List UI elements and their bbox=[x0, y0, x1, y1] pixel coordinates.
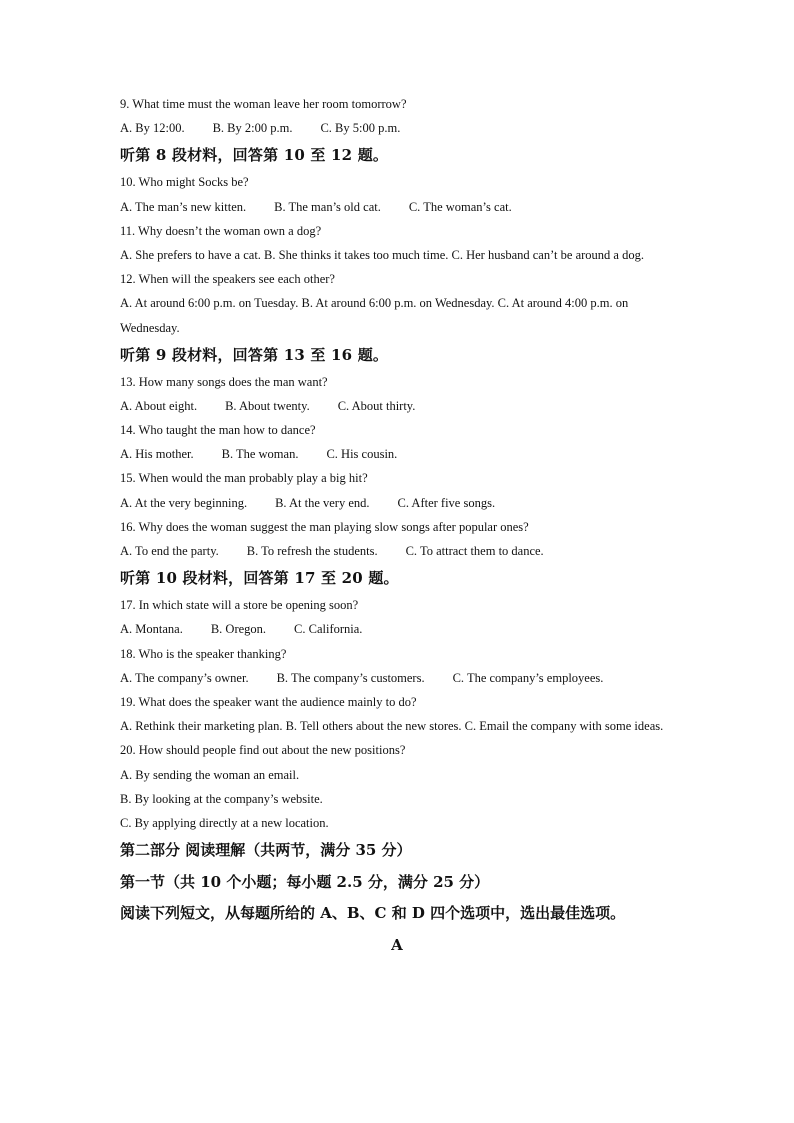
answer-option: C. The company’s employees. bbox=[452, 670, 604, 685]
exam-page bbox=[120, 92, 680, 961]
answer-options: A. She prefers to have a cat. B. She thinks it takes too much time. C. Her husband can’t be around a dog. bbox=[120, 247, 644, 262]
answer-option: B. The company’s customers. bbox=[276, 670, 425, 685]
answer-option: A. The man’s new kitten. bbox=[120, 199, 247, 214]
part-heading: 阅读下列短文，从每题所给的 A、B、C 和 D 四个选项中，选出最佳选项。 bbox=[120, 904, 626, 923]
section-heading: 听第 8 段材料，回答第 10 至 12 题。 bbox=[120, 146, 389, 165]
answer-options bbox=[120, 394, 680, 418]
question-text: 14. Who taught the man how to dance? bbox=[120, 423, 316, 438]
answer-option: A. Montana. bbox=[120, 622, 183, 637]
answer-option: C. By 5:00 p.m. bbox=[320, 121, 401, 136]
answer-option: B. The man’s old cat. bbox=[274, 199, 381, 214]
answer-option: C. His cousin. bbox=[326, 447, 398, 462]
question-text: 9. What time must the woman leave her room tomorrow? bbox=[120, 97, 407, 111]
answer-options bbox=[120, 195, 680, 219]
answer-option: B. By 2:00 p.m. bbox=[212, 121, 293, 136]
answer-option: A. To end the party. bbox=[120, 544, 219, 559]
answer-option: B. At the very end. bbox=[275, 495, 370, 510]
answer-option: B. To refresh the students. bbox=[246, 544, 378, 559]
question-text: 20. How should people find out about the new positions? bbox=[120, 743, 406, 758]
section-heading: 听第 10 段材料，回答第 17 至 20 题。 bbox=[120, 569, 399, 588]
answer-option: A. His mother. bbox=[120, 447, 194, 462]
answer-option: A. The company’s owner. bbox=[120, 670, 249, 685]
question-text: 16. Why does the woman suggest the man playing slow songs after popular ones? bbox=[120, 519, 529, 534]
answer-options: A. Rethink their marketing plan. B. Tell others about the new stores. C. Email the company with some ideas. bbox=[120, 719, 664, 734]
question-text: 10. Who might Socks be? bbox=[120, 175, 249, 190]
answer-option: C. The woman’s cat. bbox=[408, 199, 512, 214]
answer-option: A. About eight. bbox=[120, 398, 198, 413]
part-heading: 第一节（共 10 个小题；每小题 2.5 分，满分 25 分） bbox=[120, 872, 490, 891]
section-heading: 听第 9 段材料，回答第 13 至 16 题。 bbox=[120, 345, 389, 364]
part-heading: 第二部分 阅读理解（共两节，满分 35 分） bbox=[120, 841, 412, 860]
answer-options bbox=[120, 666, 680, 690]
question-text: B. By looking at the company’s website. bbox=[120, 791, 323, 806]
answer-options bbox=[120, 442, 680, 466]
answer-option: C. About thirty. bbox=[337, 398, 416, 413]
question-text: 11. Why doesn’t the woman own a dog? bbox=[120, 223, 322, 238]
answer-option: A. By 12:00. bbox=[120, 121, 185, 136]
answer-option: C. California. bbox=[294, 622, 363, 637]
passage-label: A bbox=[391, 935, 403, 954]
question-text: C. By applying directly at a new location. bbox=[120, 815, 329, 830]
question-text: 17. In which state will a store be opening soon? bbox=[120, 598, 359, 613]
answer-option: B. The woman. bbox=[221, 447, 299, 462]
answer-option: A. At the very beginning. bbox=[120, 495, 248, 510]
answer-options bbox=[120, 116, 680, 140]
answer-options bbox=[120, 491, 680, 515]
answer-option: B. About twenty. bbox=[225, 398, 310, 413]
question-text: 15. When would the man probably play a big hit? bbox=[120, 471, 368, 486]
answer-options: A. At around 6:00 p.m. on Tuesday. B. At around 6:00 p.m. on Wednesday. C. At around 4:00 p.m. on Wednesday. bbox=[120, 296, 629, 335]
answer-option: C. After five songs. bbox=[397, 495, 496, 510]
question-text: 19. What does the speaker want the audience mainly to do? bbox=[120, 694, 417, 709]
answer-option: B. Oregon. bbox=[210, 622, 267, 637]
question-text: 18. Who is the speaker thanking? bbox=[120, 646, 287, 661]
question-text: A. By sending the woman an email. bbox=[120, 767, 300, 782]
question-text: 12. When will the speakers see each other? bbox=[120, 272, 335, 287]
question-text: 13. How many songs does the man want? bbox=[120, 374, 328, 389]
answer-option: C. To attract them to dance. bbox=[405, 544, 544, 559]
answer-options bbox=[120, 539, 680, 563]
answer-options bbox=[120, 617, 680, 641]
